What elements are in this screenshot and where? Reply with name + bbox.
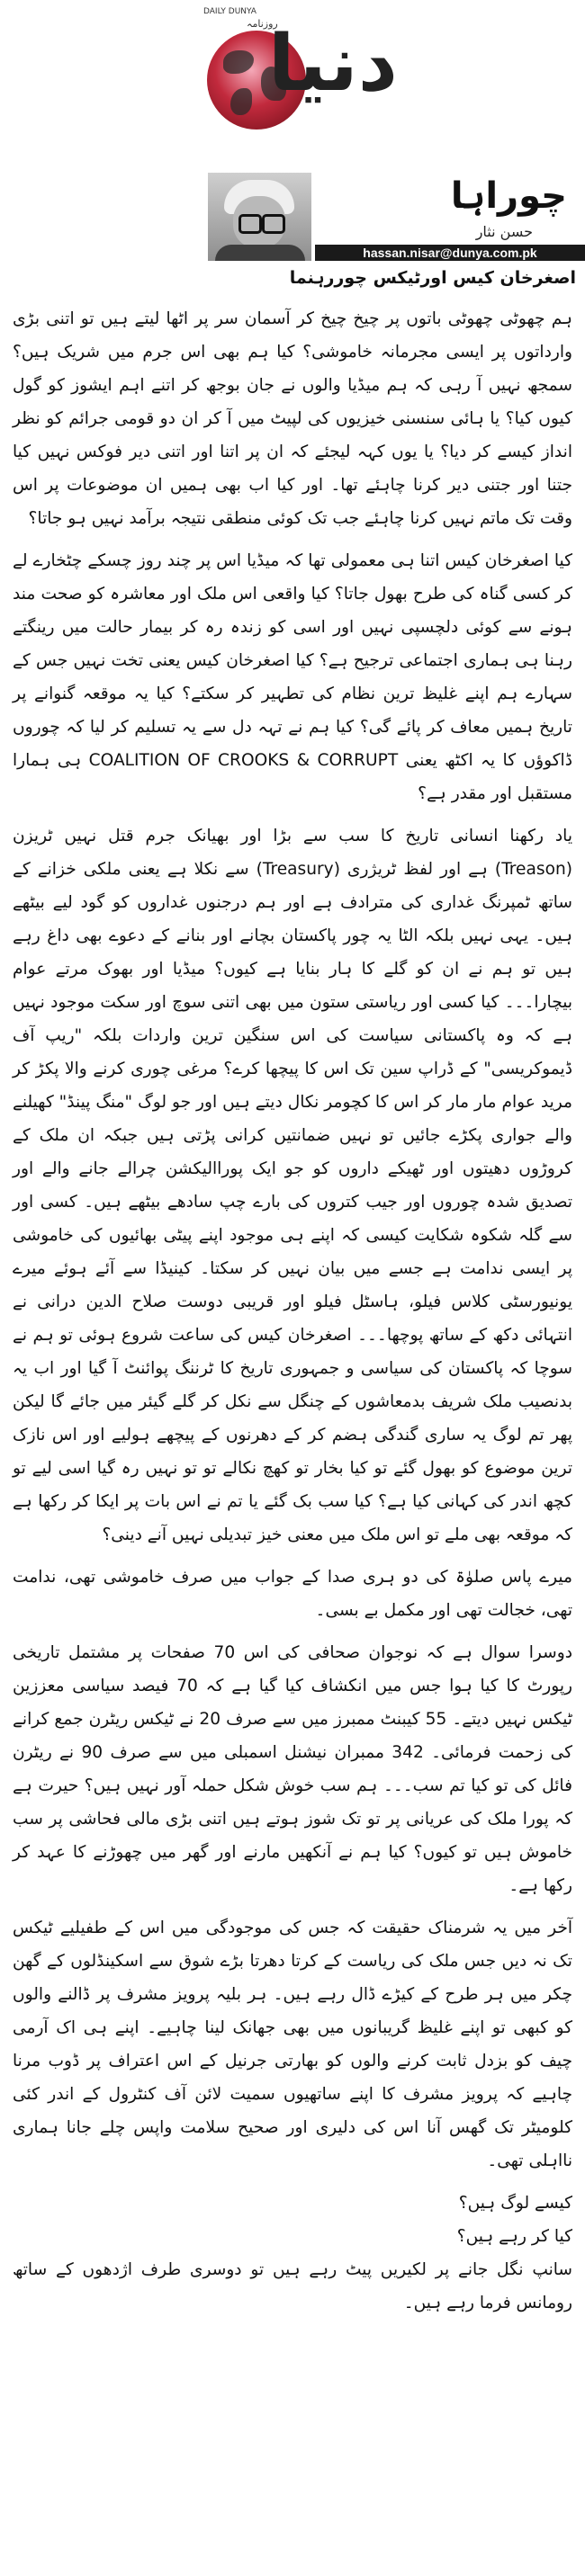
author-email: hassan.nisar@dunya.com.pk bbox=[315, 245, 585, 261]
article-body bbox=[13, 302, 572, 2329]
article-paragraph: ہم چھوٹی چھوٹی باتوں پر چیخ چیخ کر آسمان سر پر اٹھا لیتے ہیں تو اتنی بڑی وارداتوں پر ایسی مجرمانہ خاموشی؟ کیا ہم بھی اس جرم میں شریک ہیں؟ سمجھ نہیں آ رہی کہ ہم میڈیا والوں نے جان بوجھ کر اتنے اہم ایشوز کو گول کیوں کیا؟ یا ہائی سنسنی خیزیوں کی لپیٹ میں آ کر ان دو قومی جرائم کو نظر انداز کیسے کر دیا؟ یا یوں کہہ لیجئے کہ ان پر اتنا اور اتنی دیر فوکس نہیں کیا جتنا اور جتنی دیر کرنا چاہئے تھا۔ اور کیا اب بھی ہمیں ان موضوعات پر اس وقت تک ماتم نہیں کرنا چاہئے جب تک کوئی منطقی نتیجہ برآمد نہیں ہو جاتا؟ bbox=[13, 309, 572, 528]
article-paragraph: یاد رکھنا انسانی تاریخ کا سب سے بڑا اور بھیانک جرم قتل نہیں ٹریزن (Treason) ہے اور لفظ ٹریژری (Treasury) سے نکلا ہے یعنی ملکی خزانے کے ساتھ ٹمپرنگ غداری کی مترادف ہے اور ہم درجنوں غداروں کو گود لیے بیٹھے ہیں۔ یہی نہیں بلکہ الٹا یہ چور پاکستان بچانے اور بنانے کے دعوے بھی داغ رہے ہیں تو ہم نے ان کو گلے کا ہار بنایا ہے کیوں؟ میڈیا اور بھوک مرتے عوام بیچارا۔۔۔ کیا کسی اور ریاستی ستون میں بھی اتنی سوچ اور سکت موجود نہیں ہے کہ وہ پاکستانی سیاست کی اس سنگین ترین واردات بلکہ "ریپ آف ڈیموکریسی" کے ڈراپ سین تک اس کا پیچھا کرے؟ مرغی چوری کرنے والا پکڑ کر مرید عوام مار مار کر اس کا کچومر نکال دیتے ہیں اور جو لوگ "منگ پینڈ" کھیلنے والے جواری پکڑے جائیں تو نہیں ضمانتیں کرانی پڑتی ہیں جبکہ ان ملک کے کروڑوں دھیتوں اور ٹھیکے داروں کو جو ایک پوراالیکشن چرالے جانے والے اور تصدیق شدہ چوروں اور جیب کتروں کی بارے چپ سادھے بیٹھے ہیں۔ کسی اور سے گلہ شکوہ شکایت کیسی کہ اپنے ہی موجود اپنے پیٹی بھائیوں کی خاموشی پر ایسی ندامت ہے جسے میں بیان نہیں کر سکتا۔ کینیڈا سے آئے ہوئے میرے یونیورسٹی کلاس فیلو، ہاسٹل فیلو اور قریبی دوست صلاح الدین درانی نے انتہائی دکھ کے ساتھ پوچھا۔۔۔ اصغرخان کیس کی ساعت شروع ہوئی تو ہم نے سوچا کہ پاکستان کی سیاسی و جمہوری تاریخ کا ٹرننگ پوائنٹ آ گیا اور اب یہ بدنصیب ملک شریف بدمعاشوں کے چنگل سے نکل کر گلے گیئر میں جائے گا لیکن پھر تم لوگ یہ ساری گندگی ہضم کر کے دھرنوں کے پیچھے ہولیے اور اس نازک ترین موضوع کو بھول گئے تو کیا بخار تو کھچ نکالے تو تو نہیں رہ گیا اسی لیے تو کچھ اندر کی کہانی کیا ہے؟ کیا سب بک گئے یا تم نے اس بات پر ایکا کر رکھا ہے کہ موقعہ بھی ملے تو اس ملک میں معنی خیز تبدیلی نہیں آنے دینی؟ bbox=[13, 827, 572, 1544]
masthead-logo-word: دنیا bbox=[268, 19, 398, 109]
article-paragraph: دوسرا سوال ہے کہ نوجوان صحافی کی اس 70 صفحات پر مشتمل تاریخی رپورٹ کا کیا ہوا جس میں انکشاف کیا گیا ہے کہ 70 فیصد سیاسی معززین ٹیکس نہیں دیتے۔ 55 کیبنٹ ممبرز میں سے صرف 20 نے ٹیکس ریٹرن جمع کرانے کی زحمت فرمائی۔ 342 ممبران نیشنل اسمبلی میں سے صرف 90 نے ریٹرن فائل کی تو کیا تم سب۔۔۔ ہم سب خوش شکل حملہ آور نہیں ہیں؟ حیرت ہے کہ پورا ملک کی عریانی پر تو تک شوز ہوتے ہیں اتنی بڑی مالی فحاشی پر سب خاموش ہیں تو کیوں؟ کیا ہم نے آنکھیں مارنے اور گھر میں چھوڑنے کا عہد کر رکھا ہے۔ bbox=[13, 1643, 573, 1895]
column-header bbox=[197, 173, 585, 261]
article-title: اصغرخان کیس اورٹیکس چوررہنما bbox=[289, 268, 576, 288]
article-paragraph: کیسے لوگ ہیں؟ bbox=[458, 2194, 572, 2213]
author-name: حسن نثار bbox=[475, 223, 533, 240]
author-photo bbox=[208, 173, 311, 261]
article-paragraph: کیا کر رہے ہیں؟ bbox=[456, 2227, 572, 2246]
article-paragraph: میرے پاس صلوٰۃ کی دو ہری صدا کے جواب میں صرف خاموشی تھی، ندامت تھی، خجالت تھی اور مکمل بے بسی۔ bbox=[13, 1568, 572, 1620]
column-name: چوراہا bbox=[450, 175, 567, 217]
newspaper-masthead bbox=[203, 7, 398, 142]
masthead-latin-name: DAILY DUNYA bbox=[203, 7, 256, 16]
article-paragraph: سانپ نگل جانے پر لکیریں پیٹ رہے ہیں تو دوسری طرف اژدھوں کے ساتھ رومانس فرما رہے ہیں۔ bbox=[13, 2260, 572, 2312]
masthead-subtitle: روزنامہ bbox=[247, 18, 278, 30]
article-paragraph: آخر میں یہ شرمناک حقیقت کہ جس کی موجودگی میں اس کے طفیلیے ٹیکس تک نہ دیں جس ملک کی ریاست کے کرتا دھرتا بڑے شوق سے اسکینڈلوں کے گھن چکر میں ہر طرح کے کیڑے ڈال رہے ہیں۔ ہر بلیہ پرویز مشرف پر ڈالنے والوں کو کبھی تو اپنے غلیظ گریبانوں میں بھی جھانک لینا چاہیے۔ اپنے ہی اک آرمی چیف کو بزدل ثابت کرنے والوں کو بھارتی جرنیل کے اس اعتراف پر ڈوب مرنا چاہیے کہ پرویز مشرف کا اپنے ساتھیوں سمیت لائن آف کنٹرول کے اندر کئی کلومیٹر تک گھس آنا اس کی دلیری اور صحیح سلامت واپس چلے جانا ہماری نااہلی تھی۔ bbox=[13, 1919, 572, 2170]
article-paragraph: کیا اصغرخان کیس اتنا ہی معمولی تھا کہ میڈیا اس پر چند روز چسکے چٹخارے لے کر کسی گناہ کی طرح بھول جاتا؟ کیا واقعی اس ملک اور معاشرہ کو صحت مند ہونے سے کوئی دلچسپی نہیں اور اسی کو زندہ رہ کر بیمار حالت میں رینگتے رہنا ہی ہماری اجتماعی ترجیح ہے؟ کیا اصغرخان کیس یعنی تخت نہیں جس کے سہارے ہم اپنے غلیظ ترین نظام کی تطہیر کر سکتے؟ کیا یہ موقعہ گنوانے پر تاریخ ہمیں معاف کر پائے گی؟ کیا ہم نے تہہ دل سے یہ تسلیم کر لیا کہ چوروں ڈاکوؤں کا یہ اکٹھ یعنی COALITION OF CROOKS & CORRUPT ہی ہمارا مستقبل اور مقدر ہے؟ bbox=[13, 551, 572, 803]
